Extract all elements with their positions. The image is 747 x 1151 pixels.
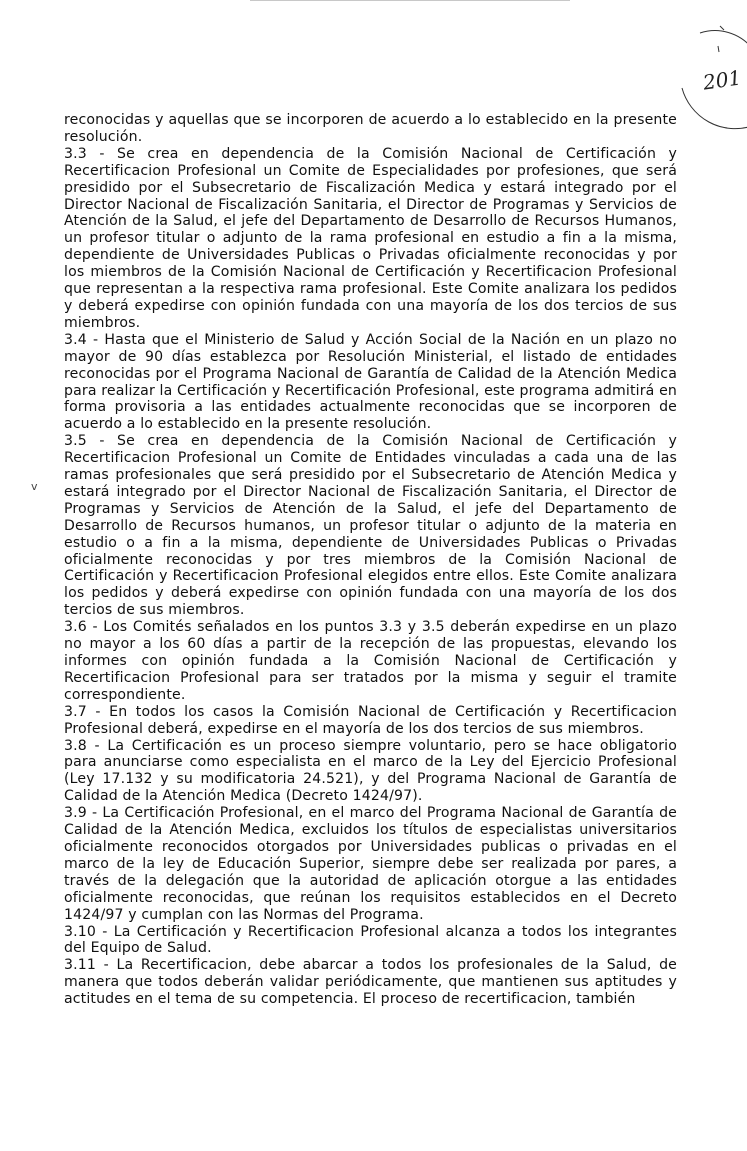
paragraph-3-11: 3.11 - La Recertificacion, debe abarcar a todos los profesionales de la Salud, de manera que todos deberán validar periódicamente, que mantienen sus aptitudes y actitudes en el tema de su competencia. El proceso de recertificacion, también: [64, 957, 677, 1008]
paragraph-3-4: 3.4 - Hasta que el Ministerio de Salud y Acción Social de la Nación en un plazo no mayor de 90 días establezca por Resolución Ministerial, el listado de entidades reconocidas por el Programa Nacional de Garantía de Calidad de la Atención Medica para realizar la Certificación y Recertificación Profesional, este programa admitirá en forma provisoria a las entidades actualmente reconocidas que se incorporen de acuerdo a lo establecido en la presente resolución.: [64, 331, 677, 433]
document-body: [64, 112, 677, 1008]
paragraph-3-5: 3.5 - Se crea en dependencia de la Comisión Nacional de Certificación y Recertificacion Profesional un Comite de Entidades vinculadas a cada una de las ramas profesionales que será presidido por el Subsecretario de Atención Medica y estará integrado por el Director Nacional de Fiscalización Sanitaria, el Director de Programas y Servicios de Atención de la Salud, el jefe del Departamento de Desarrollo de Recursos humanos, un profesor titular o adjunto de la materia en estudio o a fin a la misma, dependiente de Universidades Publicas o Privadas oficialmente reconocidas y por tres miembros de la Comisión Nacional de Certificación y Recertificacion Profesional elegidos entre ellos. Este Comite analizara los pedidos y deberá expedirse con opinión fundada con una mayoría de los dos tercios de sus miembros.: [64, 433, 677, 619]
paragraph-3-7: 3.7 - En todos los casos la Comisión Nacional de Certificación y Recertificacion Profesional deberá, expedirse en el mayoría de los dos tercios de sus miembros.: [64, 703, 677, 737]
paragraph-3-10: 3.10 - La Certificación y Recertificacion Profesional alcanza a todos los integrantes del Equipo de Salud.: [64, 923, 677, 957]
paragraph-3-9: 3.9 - La Certificación Profesional, en el marco del Programa Nacional de Garantía de Calidad de la Atención Medica, excluidos los títulos de especialistas universitarios oficialmente reconocidos otorgados por Universidades publicas o privadas en el marco de la ley de Educación Superior, siempre debe ser realizada por pares, a través de la delegación que la autoridad de aplicación otorgue a las entidades oficialmente reconocidas, que reúnan los requisitos establecidos en el Decreto 1424/97 y cumplan con las Normas del Programa.: [64, 805, 677, 923]
paragraph-3-8: 3.8 - La Certificación es un proceso siempre voluntario, pero se hace obligatorio para anunciarse como especialista en el marco de la Ley del Ejercicio Profesional (Ley 17.132 y su modificatoria 24.521), y del Programa Nacional de Garantía de Calidad de la Atención Medica (Decreto 1424/97).: [64, 737, 677, 805]
paragraph-3-6: 3.6 - Los Comités señalados en los puntos 3.3 y 3.5 deberán expedirse en un plazo no mayor a los 60 días a partir de la recepción de las propuestas, elevando los informes con opinión fundada a la Comisión Nacional de Certificación y Recertificacion Profesional para ser tratados por la misma y seguir el tramite correspondiente.: [64, 619, 677, 703]
margin-mark: v: [31, 480, 38, 493]
folio-number: 201: [701, 65, 743, 95]
paragraph-continuation: reconocidas y aquellas que se incorporen de acuerdo a lo establecido en la presente resolución.: [64, 112, 677, 145]
paragraph-3-3: 3.3 - Se crea en dependencia de la Comisión Nacional de Certificación y Recertificacion Profesional un Comite de Especialidades por profesiones, que será presidido por el Subsecretario de Fiscalización Medica y estará integrado por el Director Nacional de Fiscalización Sanitaria, el Director de Programas y Servicios de Atención de la Salud, el jefe del Departamento de Desarrollo de Recursos Humanos, un profesor titular o adjunto de la rama profesional en estudio a fin a la misma, dependiente de Universidades Publicas o Privadas oficialmente reconocidas y por los miembros de la Comisión Nacional de Certificación y Recertificacion Profesional que representan a la respectiva rama profesional. Este Comite analizara los pedidos y deberá expedirse con opinión fundada con una mayoría de los dos tercios de sus miembros.: [64, 145, 677, 331]
scan-top-edge: [250, 0, 570, 1]
